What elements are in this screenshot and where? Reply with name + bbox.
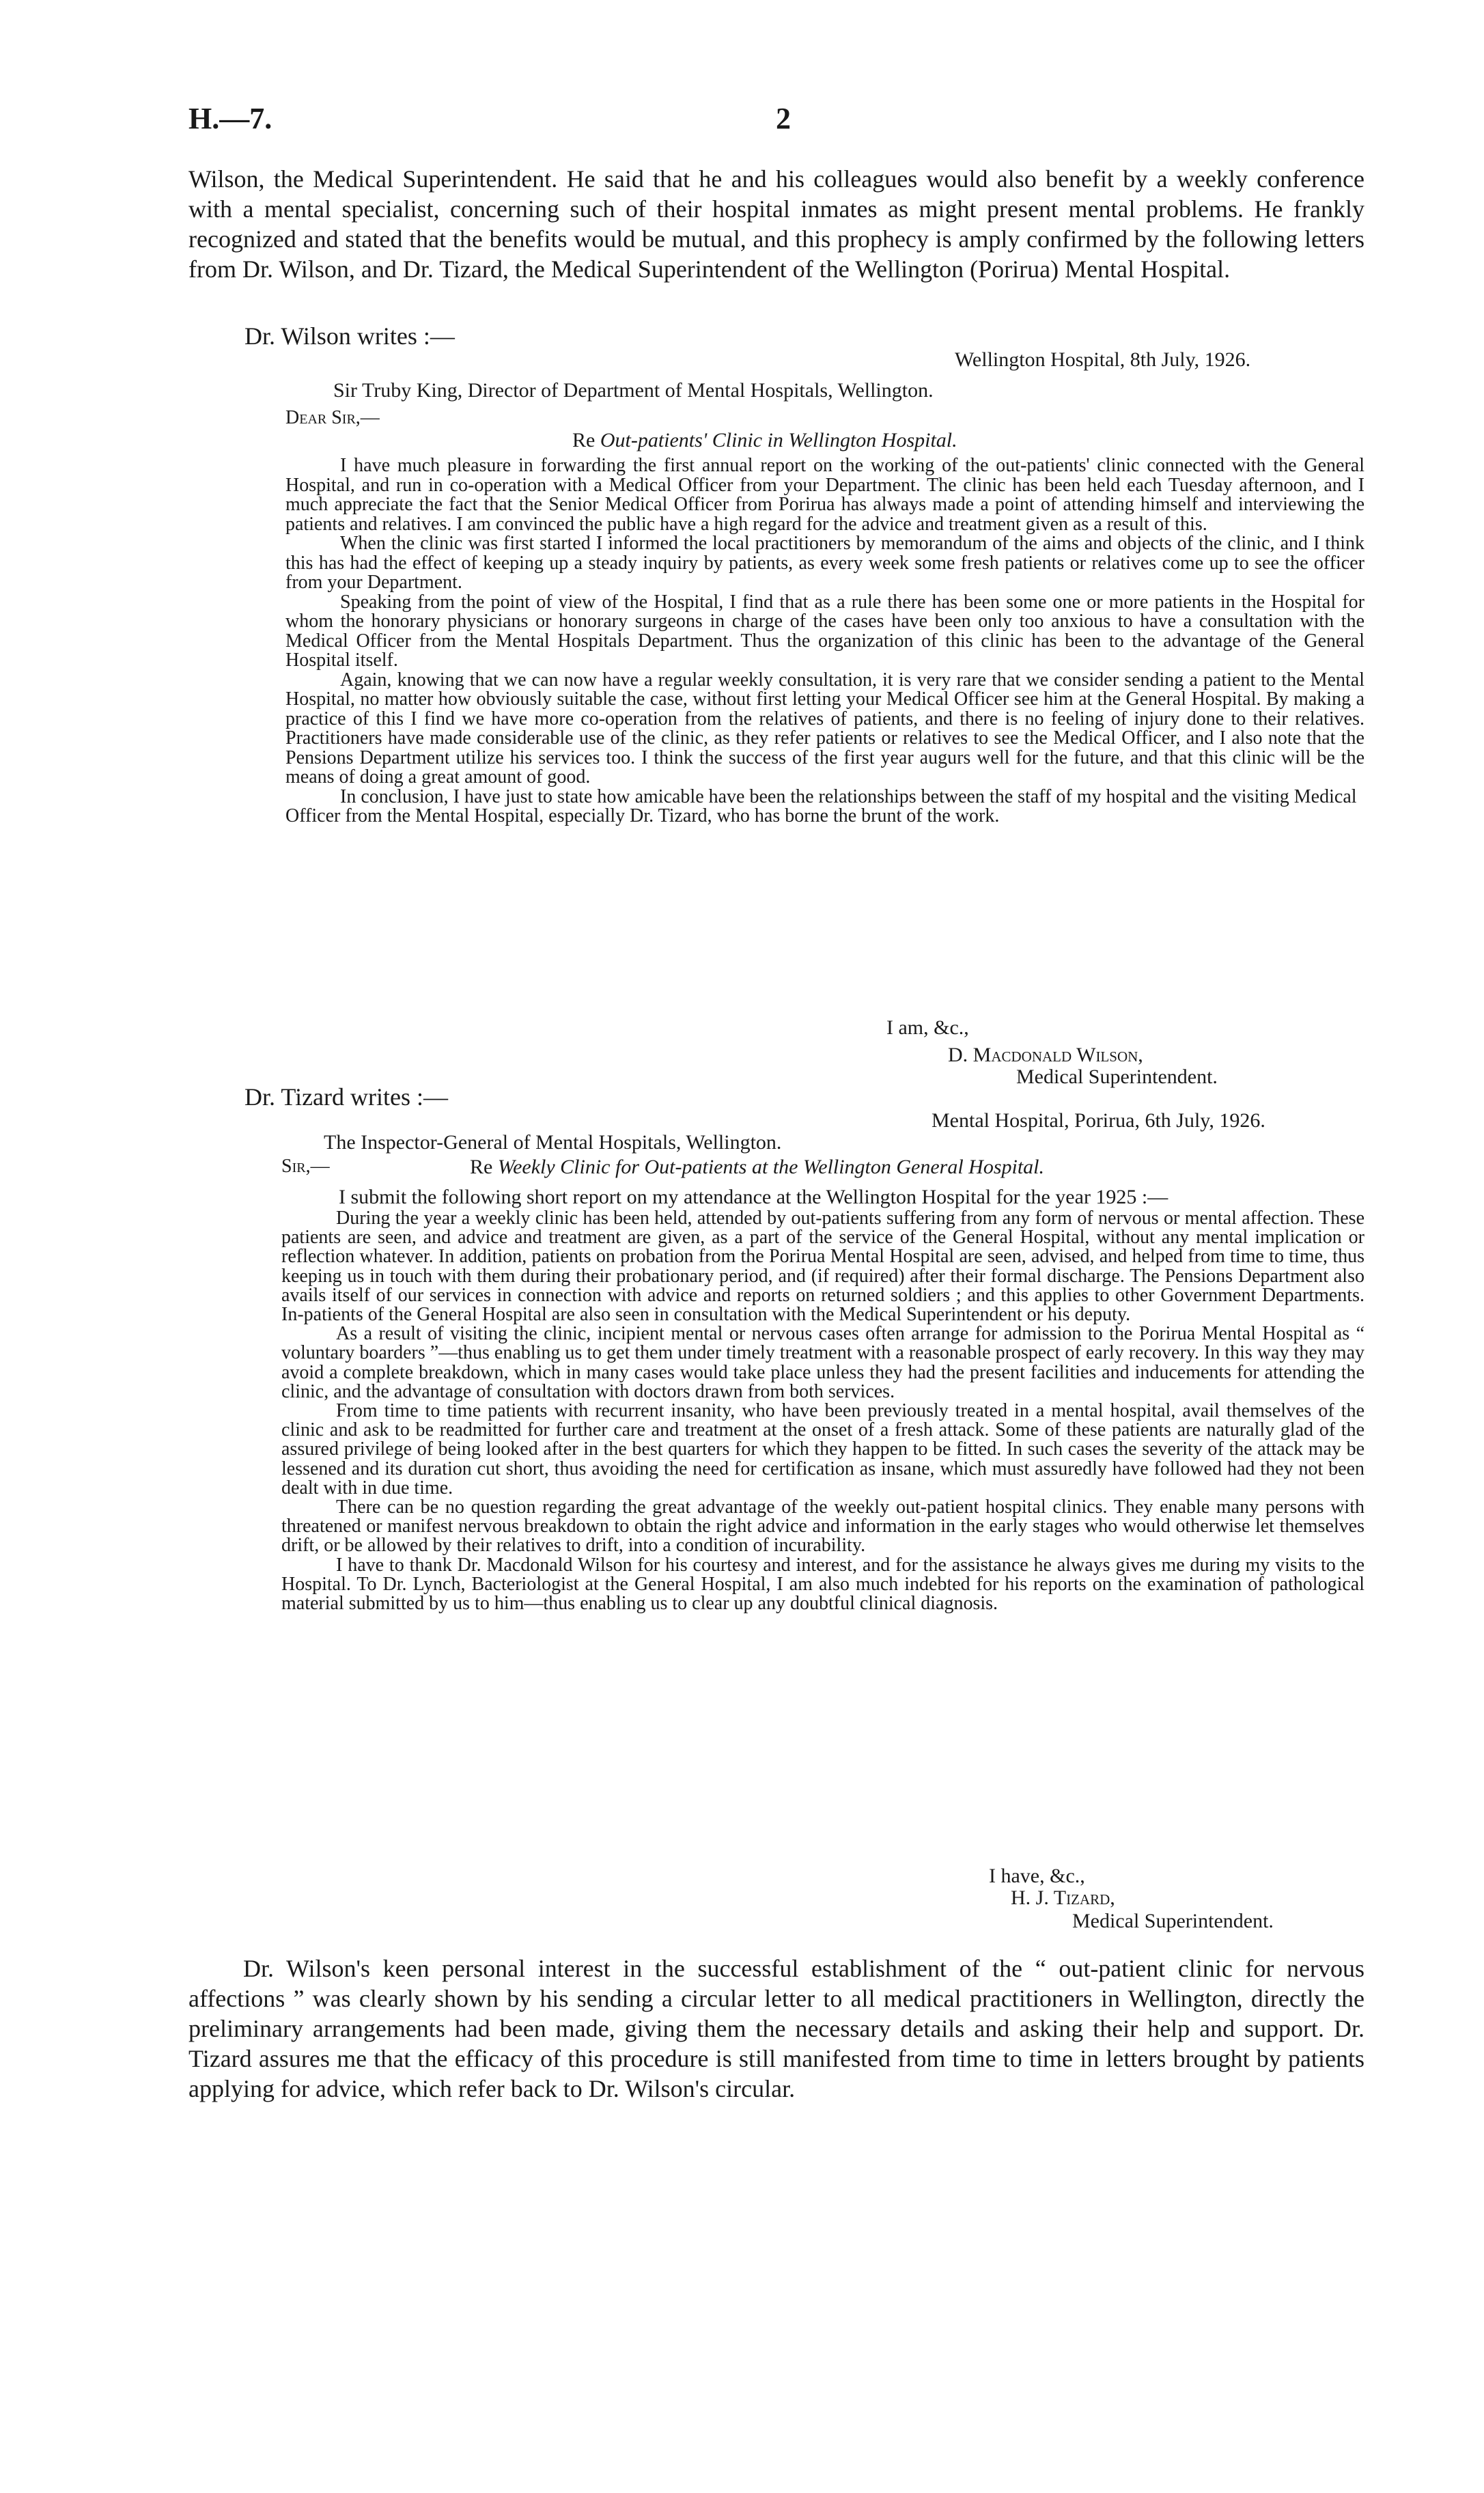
tizard-place-date: Mental Hospital, Porirua, 6th July, 1926.	[932, 1109, 1265, 1132]
re-prefix: Re	[572, 429, 596, 451]
tizard-valediction: I have, &c.,	[989, 1865, 1085, 1887]
tizard-re-line	[470, 1156, 1044, 1179]
closing-paragraph: Dr. Wilson's keen personal interest in the successful establishment of the “ out-patient clinic for nervous affections ” was clearly shown by his sending a circular letter to all medical practitioners in Wellington, directly the preliminary arrangements had been made, giving them the necessary details and asking their help and support. Dr. Tizard assures me that the efficacy of this procedure is still manifested from time to time in letters brought by patients applying for advice, which refer back to Dr. Wilson's circular.	[188, 1955, 1364, 2102]
document-reference: H.—7.	[188, 102, 272, 135]
tizard-letter-body	[281, 1209, 1364, 1613]
tizard-salutation: Sir,—	[281, 1156, 330, 1177]
wilson-addressee: Sir Truby King, Director of Department of Mental Hospitals, Wellington.	[333, 379, 934, 402]
tizard-signature-title: Medical Superintendent.	[1072, 1910, 1274, 1932]
tizard-paragraph: As a result of visiting the clinic, incipient mental or nervous cases often arrange for admission to the Porirua Mental Hospital as “ voluntary boarders ”—thus enabling us to get them under timely treatment with a reasonable prospect of early recovery. In this way they may avoid a complete breakdown, which in many cases would take place unless they had the present facilities and inducements for attending the clinic, and the advantage of consultation with doctors drawn from both services.	[281, 1323, 1364, 1402]
wilson-place-date: Wellington Hospital, 8th July, 1926.	[955, 348, 1251, 371]
wilson-paragraph: When the clinic was first started I informed the local practitioners by memorandum of the aims and objects of the clinic, and I think this has had the effect of keeping up a steady inquiry by patients, as every week some fresh patients or relatives come up to see the officer from your Department.	[285, 533, 1364, 593]
wilson-closing-paragraph: In conclusion, I have just to state how amicable have been the relationships between the staff of my hospital and the visiting Medical Officer from the Mental Hospital, especially Dr. Tizard, who has borne the brunt of the work.	[285, 785, 1357, 826]
tizard-first-line: I submit the following short report on my attendance at the Wellington Hospital for the year 1925 :—	[339, 1186, 1168, 1208]
tizard-letter-intro: Dr. Tizard writes :—	[244, 1083, 449, 1111]
wilson-salutation: Dear Sir,—	[285, 407, 380, 428]
wilson-letter-intro: Dr. Wilson writes :—	[244, 322, 455, 350]
tizard-paragraph: I have to thank Dr. Macdonald Wilson for his courtesy and interest, and for the assistance he always gives me during my visits to the Hospital. To Dr. Lynch, Bacteriologist at the General Hospital, I am also much indebted for his reports on the examination of pathological material submitted by us to him—thus enabling us to clear up any doubtful clinical diagnosis.	[281, 1554, 1364, 1615]
page-number: 2	[776, 102, 791, 135]
wilson-paragraph: I have much pleasure in forwarding the first annual report on the working of the out-patients' clinic connected with the General Hospital, and run in co-operation with a Medical Officer from your Department. The clinic has been held each Tuesday afternoon, and I much appreciate the fact that the Senior Medical Officer from Porirua has always made a point of attending himself and interviewing the patients and relatives. I am convinced the public have a high regard for the advice and treatment given as a result of this.	[285, 455, 1364, 535]
wilson-signature-title: Medical Superintendent.	[1016, 1066, 1218, 1088]
re-subject: Weekly Clinic for Out-patients at the Wellington General Hospital.	[497, 1156, 1045, 1178]
tizard-paragraph: From time to time patients with recurrent insanity, who have been previously treated in a mental hospital, avail themselves of the clinic and ask to be readmitted for further care and treatment at the onset of a fresh attack. Some of these patients are naturally glad of the assured privilege of being looked after in the best quarters for which they happen to be fitted. In such cases the severity of the attack may be lessened and its duration cut short, thus avoiding the need for certification as insane, which must assuredly have followed had they not been dealt with in due time.	[281, 1400, 1364, 1499]
tizard-paragraph: There can be no question regarding the great advantage of the weekly out-patient hospital clinics. They enable many persons with threatened or manifest nervous breakdown to obtain the right advice and information in the early stages who would otherwise let themselves drift, or be allowed by their relatives to drift, into a condition of incurability.	[281, 1496, 1364, 1557]
wilson-letter-body	[285, 456, 1364, 826]
wilson-signature-name: D. Macdonald Wilson,	[948, 1044, 1143, 1066]
tizard-addressee: The Inspector-General of Mental Hospitals, Wellington.	[324, 1131, 782, 1154]
wilson-re-line	[572, 429, 957, 452]
wilson-paragraph: Again, knowing that we can now have a regular weekly consultation, it is very rare that we consider sending a patient to the Mental Hospital, no matter how obviously suitable the case, without first letting your Medical Officer see him at the General Hospital. By making a practice of this I find we have more co-operation from the relatives of patients, and there is no feeling of injury done to their relatives. Practitioners have made considerable use of the clinic, as they refer patients or relatives to see the Medical Officer, and I also note that the Pensions Department utilize his services too. I think the success of the first year augurs well for the future, and that this clinic will be the means of doing a great amount of good.	[285, 669, 1364, 788]
wilson-paragraph: Speaking from the point of view of the Hospital, I find that as a rule there has been some one or more patients in the Hospital for whom the honorary physicians or honorary surgeons in charge of the cases have been only too anxious to have a consultation with the Medical Officer from the Mental Hospitals Department. Thus the organization of this clinic has been to the advantage of the General Hospital itself.	[285, 591, 1364, 671]
re-prefix: Re	[470, 1156, 493, 1178]
re-subject: Out-patients' Clinic in Wellington Hospital.	[600, 429, 957, 451]
intro-paragraph: Wilson, the Medical Superintendent. He said that he and his colleagues would also benefit by a weekly conference with a mental specialist, concerning such of their hospital inmates as might present mental problems. He frankly recognized and stated that the benefits would be mutual, and this prophecy is amply confirmed by the following letters from Dr. Wilson, and Dr. Tizard, the Medical Superintendent of the Wellington (Porirua) Mental Hospital.	[188, 165, 1364, 283]
tizard-signature-name: H. J. Tizard,	[1011, 1886, 1115, 1909]
tizard-paragraph: During the year a weekly clinic has been held, attended by out-patients suffering from any form of nervous or mental affection. These patients are seen, and advice and treatment are given, as a part of the service of the General Hospital, without any mental implication or reflection whatever. In addition, patients on probation from the Porirua Mental Hospital are seen, advised, and helped from time to time, thus keeping us in touch with them during their probationary period, and (if required) after their formal discharge. The Pensions Department also avails itself of our services in connection with advice and reports on returned soldiers ; and this applies to other Government Departments. In-patients of the General Hospital are also seen in consultation with the Medical Superintendent or his deputy.	[281, 1208, 1364, 1326]
wilson-valediction: I am, &c.,	[886, 1016, 969, 1039]
